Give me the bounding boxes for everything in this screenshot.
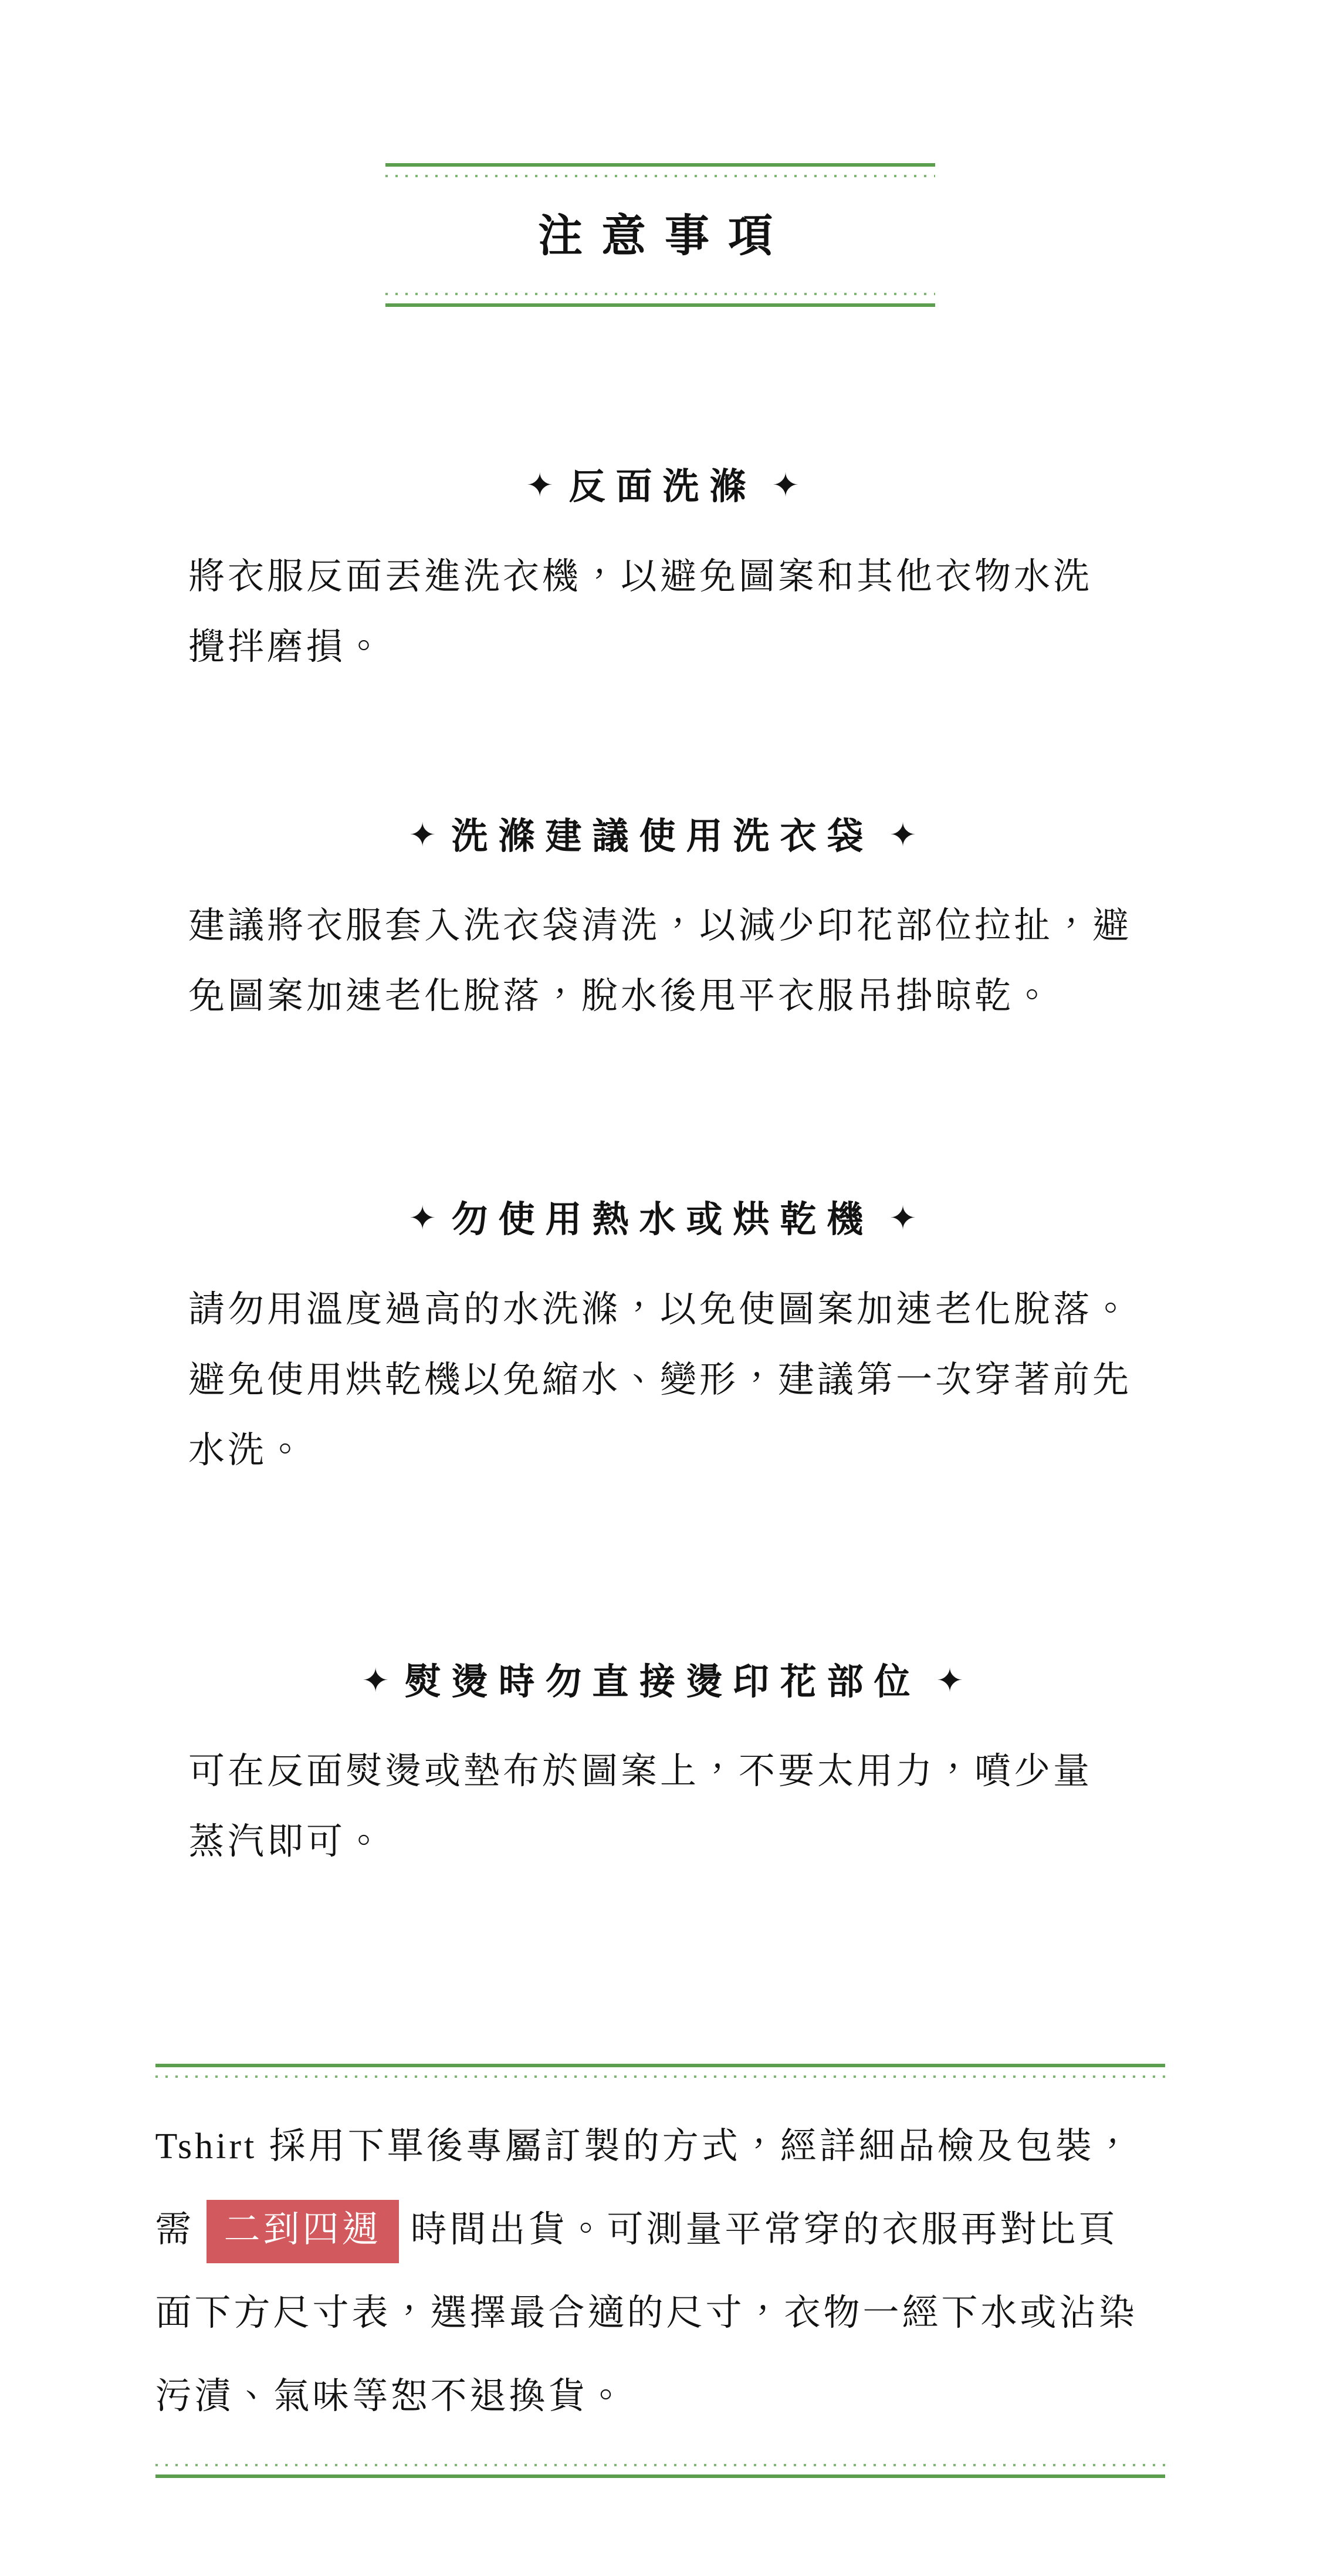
- section-use-laundry-bag: [0, 815, 1320, 1032]
- section-body: [188, 891, 1132, 1032]
- section-body: [188, 1736, 1132, 1877]
- title-bottom-solid-rule: [385, 303, 935, 307]
- section-heading-label: 反面洗滌: [568, 467, 757, 508]
- footer-bottom-dotted-rule: [155, 2464, 1165, 2466]
- section-body: [188, 542, 1132, 682]
- sparkle-icon: ✦: [889, 1201, 917, 1238]
- section-heading-label: 洗滌建議使用洗衣袋: [451, 816, 874, 857]
- body-line: 請勿用溫度過高的水洗滌，以免使圖案加速老化脫落。: [188, 1289, 1132, 1330]
- footer-line: 污漬、氣味等恕不退換貨。: [155, 2376, 627, 2416]
- lead-time-badge: 二到四週: [207, 2200, 399, 2263]
- sparkle-icon: ✦: [889, 817, 917, 854]
- body-line: 建議將衣服套入洗衣袋清洗，以減少印花部位拉扯，避: [188, 906, 1132, 946]
- body-line: 可在反面熨燙或墊布於圖案上，不要太用力，噴少量: [188, 1751, 1093, 1791]
- footer-top-dotted-rule: [155, 2075, 1165, 2078]
- section-heading-label: 勿使用熱水或烘乾機: [451, 1200, 874, 1240]
- footer-top-solid-rule: [155, 2064, 1165, 2067]
- section-body: [188, 1275, 1132, 1486]
- footer-top-rules: [155, 2064, 1165, 2078]
- body-line: 攪拌磨損。: [188, 627, 385, 667]
- sparkle-icon: ✦: [936, 1662, 964, 1699]
- sparkle-icon: ✦: [771, 468, 800, 505]
- footer-line: Tshirt 採用下單後專屬訂製的方式，經詳細品檢及包裝，: [155, 2126, 1134, 2166]
- sparkle-icon: ✦: [408, 1201, 436, 1238]
- body-line: 蒸汽即可。: [188, 1821, 385, 1862]
- section-heading: [0, 465, 1320, 509]
- title-top-dotted-rule: [385, 175, 935, 177]
- shipping-notice-text: [155, 2105, 1165, 2438]
- body-line: 免圖案加速老化脫落，脫水後甩平衣服吊掛晾乾。: [188, 976, 1054, 1017]
- section-heading: [0, 1661, 1320, 1704]
- title-bottom-dotted-rule: [385, 293, 935, 295]
- title-bottom-rules: [385, 293, 935, 307]
- sparkle-icon: ✦: [408, 817, 436, 854]
- footer-bottom-rules: [155, 2464, 1165, 2478]
- footer-bottom-solid-rule: [155, 2474, 1165, 2478]
- footer-line: 面下方尺寸表，選擇最合適的尺寸，衣物一經下水或沾染: [155, 2293, 1138, 2333]
- page-title: 注意事項: [538, 212, 791, 261]
- body-line: 水洗。: [188, 1430, 307, 1470]
- title-block: [385, 163, 935, 307]
- footer-line: [155, 2188, 1165, 2271]
- sparkle-icon: ✦: [361, 1662, 390, 1699]
- footer-line2-suffix: 時間出貨。可測量平常穿的衣服再對比頁: [410, 2209, 1118, 2250]
- section-heading: [0, 1198, 1320, 1242]
- body-line: 將衣服反面丟進洗衣機，以避免圖案和其他衣物水洗: [188, 556, 1093, 597]
- section-no-direct-ironing: [0, 1661, 1320, 1877]
- section-heading: [0, 815, 1320, 858]
- section-wash-inside-out: [0, 465, 1320, 682]
- footer-line2-prefix: 需: [155, 2209, 195, 2250]
- section-heading-label: 熨燙時勿直接燙印花部位: [404, 1662, 921, 1702]
- body-line: 避免使用烘乾機以免縮水、變形，建議第一次穿著前先: [188, 1360, 1132, 1400]
- shipping-notice-block: [155, 2064, 1165, 2478]
- title-top-solid-rule: [385, 163, 935, 167]
- section-no-hot-water-or-dryer: [0, 1198, 1320, 1485]
- sparkle-icon: ✦: [526, 468, 554, 505]
